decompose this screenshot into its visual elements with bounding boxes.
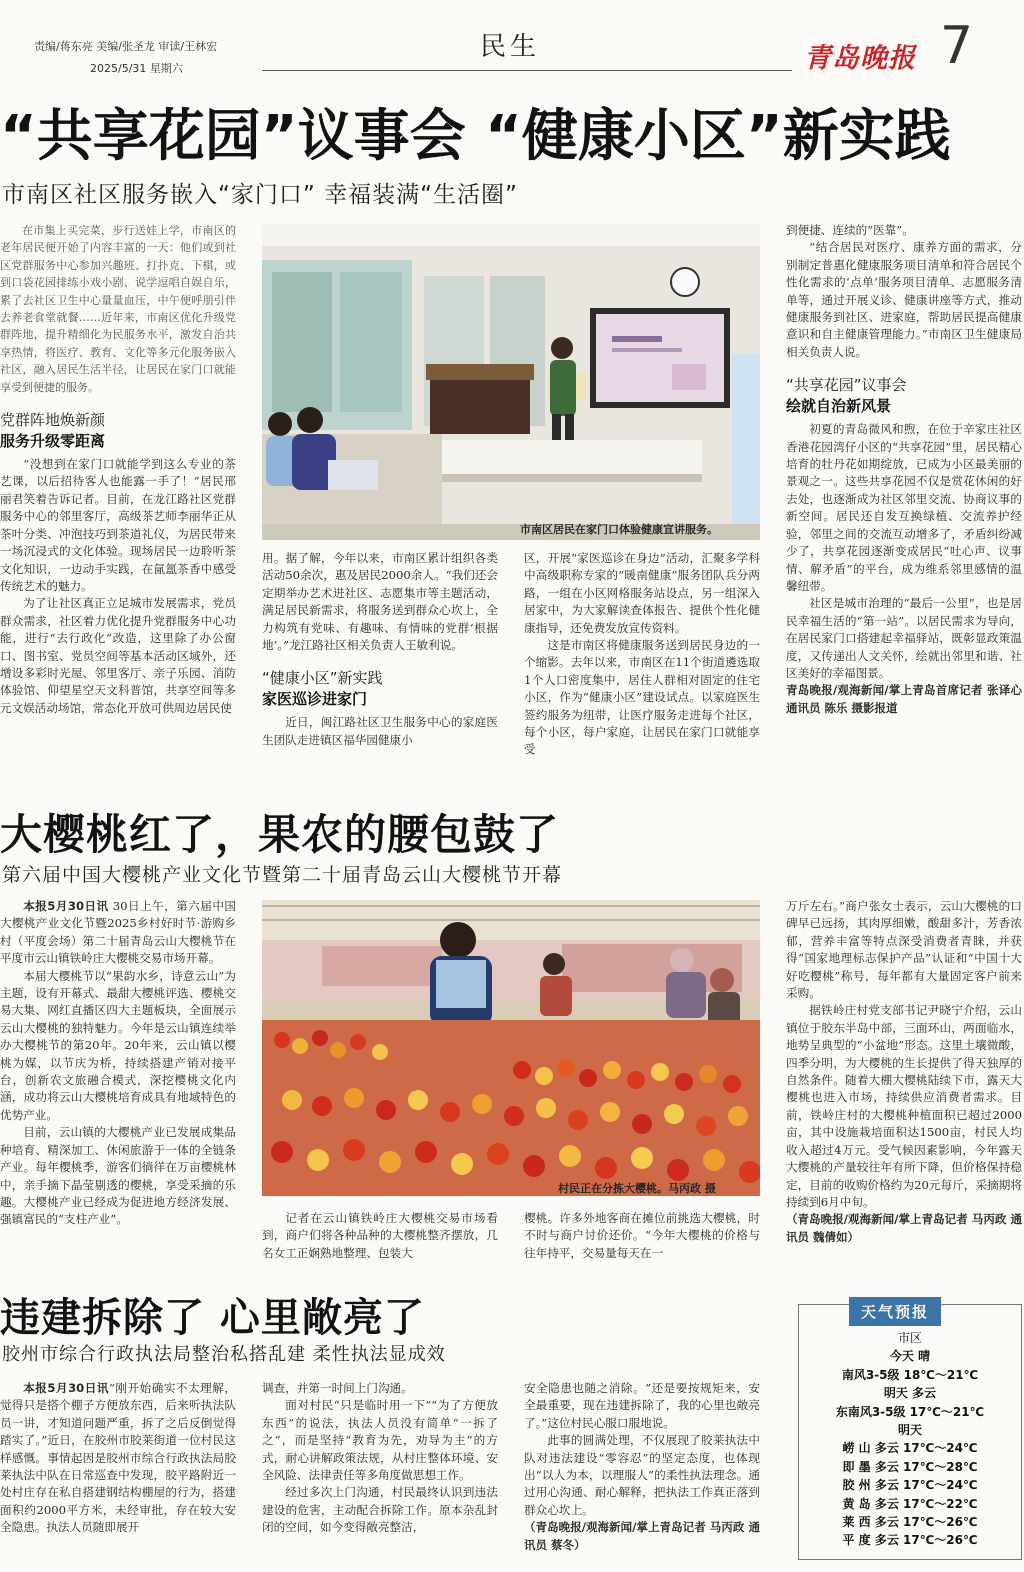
article1-col4-p4: 社区是城市治理的“最后一公里”，也是居民幸福生活的“第一站”。以居民需求为导向，在居民家门口搭建起幸福驿站，既彰显政策温度，又传递出人文关怀，绘就出邻里和谐、社区美好的幸福图景。 [786, 596, 1022, 680]
article2-col4 [786, 898, 1022, 1262]
article1-subhead-a2: 服务升级零距离 [0, 432, 106, 451]
article1-col4-p2: “结合居民对医疗、康养方面的需求，分别制定普惠化健康服务项目清单和符合居民个性化需求的‘点单’服务项目清单、志愿服务清单等，通过开展义诊、健康讲座等方式，推动健康服务到社区、进家庭，帮助居民提高健康意识和自主健康管理能力。”市南区卫生健康局相关负责人说。 [786, 240, 1022, 359]
article3-credit: （青岛晚报/观海新闻/掌上青岛记者 马丙政 通讯员 蔡冬） [524, 1520, 760, 1552]
article1-headline: “共享花园”议事会 “健康小区”新实践 [0, 104, 951, 169]
article1-subhead-c2: 绘就自治新风景 [786, 397, 892, 416]
article1-col2-p1: 用。据了解，今年以来，市南区累计组织各类活动50余次，惠及居民2000余人。“我们还会定期举办艺术进社区、志愿集市等主题活动，满足居民新需求，将服务送到群众心坎上，全力构筑有党味、有趣味、有情味的党群‘根据地’。”龙江路社区相关负责人王敏利说。 [262, 551, 498, 653]
article1-col1-p1: “没想到在家门口就能学到这么专业的茶艺课，以后招待客人也能露一手了！”居民邢丽君笑着告诉记者。目前，在龙江路社区党群服务中心的邻里客厅，高级茶艺师李丽华正从茶叶分类、冲泡技巧到茶道礼仪，为居民带来一场沉浸式的文化体验。现场居民一边聆听茶文化知识，一边动手实践，在氤氲茶香中感受传统艺术的魅力。 [0, 457, 236, 593]
page-header [0, 0, 1024, 92]
article1-intro: 在市集上买完菜，步行送娃上学，市南区的老年居民便开始了内容丰富的一天：他们或到社区党群服务中心参加兴趣班、打扑克、下棋，或到口袋花园排练小戏小剧、说学逗唱自娱自乐，累了去社区卫生中心量量血压，中午便呼朋引伴去养老食堂就餐……近年来，市南区优化升级党群阵地，提升精细化为民服务水平，激发自治共享热情，将医疗、教育、文化等多元化服务嵌入社区，融入居民生活半径，让居民在家门口就能享受到便捷的服务。 [0, 224, 236, 394]
article1-col3 [524, 550, 760, 778]
issue-date: 2025/5/31 星期六 [90, 62, 183, 75]
article1-col3-p2: 这是市南区将健康服务送到居民身边的一个缩影。去年以来，市南区在11个街道遴选取1个人口密度集中，居住人群相对固定的住宅小区，作为“健康小区”建设试点。以家庭医生签约服务为纽带，让医疗服务走进每个社区，每个小区，每户家庭，让居民在家门口就能享受 [524, 638, 760, 757]
article3-col2 [262, 1380, 498, 1566]
article2-col1 [0, 898, 236, 1262]
cherry-sorting-photo [262, 900, 760, 1196]
article1-col2 [262, 550, 498, 778]
article1-subhead-b1: “健康小区”新实践 [262, 669, 383, 688]
article2-headline: 大樱桃红了，果农的腰包鼓了 [0, 810, 560, 859]
weather-tomorrow-detail: 东南风3-5级 17℃～21℃ [835, 1404, 985, 1419]
article2-col4-p2: 据铁岭庄村党支部书记尹晓宁介绍，云山镇位于胶东半岛中部，三面环山，两面临水，地势呈典型的“小盆地”形态。这里土壤微酸，四季分明，为大樱桃的生长提供了得天独厚的自然条件。随着大棚大樱桃陆续下市，露天大樱桃也进入市场，持续供应消费者需求。目前，铁岭庄村的大樱桃种植面积已超过2000亩，其中设施栽培面积达1500亩，村民人均收入超过4万元。受气候因素影响，今年露天大樱桃的产量较往年有所下降，但价格保持稳定，目前的收购价格约为20元每斤，采摘期将持续到6月中旬。 [786, 1003, 1022, 1209]
article3-col1 [0, 1380, 236, 1566]
health-lecture-photo [262, 224, 760, 540]
article1-col1 [0, 222, 236, 778]
cherry-sorting-illustration [262, 900, 760, 1196]
weather-city-label: 市区 [897, 1331, 922, 1345]
article2-col1-p1: 30日上午，第六届中国大樱桃产业文化节暨2025乡村好时节·游购乡村（平度会场）第二十届青岛云山大樱桃节在平度市云山镇铁岭庄大樱桃交易市场开幕。 [0, 899, 236, 966]
weather-row: 平 度 多云 17℃～26℃ [842, 1533, 978, 1548]
article2-col3 [524, 1210, 760, 1262]
article1-col4-p1: 到便捷、连续的“医靠”。 [786, 223, 914, 237]
article1-subhead-b2: 家医巡诊进家门 [262, 690, 368, 709]
article3-col2-p3: 经过多次上门沟通，村民最终认识到违法建设的危害，主动配合拆除工作。原本杂乱封闭的空间，如今变得敞亮整洁， [262, 1485, 498, 1535]
header-rule [262, 70, 792, 71]
article2-col1-p3: 目前，云山镇的大樱桃产业已发展成集品种培育、精深加工、休闲旅游于一体的全链条产业。每年樱桃季，游客们徜徉在万亩樱桃林中，亲手摘下晶莹剔透的樱桃，享受采摘的乐趣。大樱桃产业已经成为促进地方经济发展、强镇富民的“支柱产业”。 [0, 1125, 236, 1227]
article3-headline: 违建拆除了 心里敞亮了 [0, 1295, 425, 1341]
article1-col1-p2: 为了让社区真正立足城市发展需求，党员群众需求，社区着力优化提升党群服务中心功能，进行“去行政化”改造，这里除了办公窗口、图书室、党员空间等基本活动区域外，还增设多彩时光屋、邻里客厅、亲子乐园、消防体验馆、仰望星空天文科普馆，共享空间等多元文娱活动场馆，常态化开放可供周边居民使 [0, 596, 236, 715]
weather-today: 今天 晴 [889, 1349, 931, 1364]
article2-col2 [262, 1210, 498, 1262]
article1-col2-p2: 近日，闽江路社区卫生服务中心的家庭医生团队走进镇区福华园健康小 [262, 715, 498, 747]
weather-title: 天气预报 [849, 1297, 941, 1326]
article3-lead-tag: 本报5月30日讯 [23, 1381, 109, 1395]
health-lecture-illustration [262, 224, 760, 540]
weather-row: 胶 州 多云 17℃～24℃ [842, 1478, 978, 1493]
weather-row: 即 墨 多云 17℃～28℃ [842, 1459, 978, 1474]
article3-col1-p1: “刚开始确实不太理解，觉得只是搭个棚子方便放东西，后来听执法队员一讲，才知道问题严重，拆了之后反倒觉得踏实了。”近日，在胶州市胶莱街道一位村民这样感慨。事情起因是胶州市综合行政执法局胶莱执法中队在日常巡查中发现，胶平路附近一处村庄存在私自搭建钢结构棚屋的行为，搭建面积约2000平方米，未经审批，存在较大安全隐患。执法人员随即展开 [0, 1381, 236, 1535]
page-number: 7 [940, 16, 974, 76]
article3-col2-p1: 调查，并第一时间上门沟通。 [262, 1381, 413, 1395]
weather-district-list [799, 1439, 1021, 1549]
article1-col4 [786, 222, 1022, 778]
article1-subhead-a1: 党群阵地焕新颜 [0, 411, 106, 430]
article2-col2-p1: 记者在云山镇铁岭庄大樱桃交易市场看到，商户们将各种品种的大樱桃整齐摆放，几名女工正娴熟地整理、包装大 [262, 1211, 498, 1260]
weather-row: 莱 西 多云 17℃～26℃ [842, 1515, 978, 1530]
article3-deck: 胶州市综合行政执法局整治私搭乱建 柔性执法显成效 [2, 1344, 446, 1365]
section-name: 民生 [480, 32, 541, 62]
article2-deck: 第六届中国大樱桃产业文化节暨第二十届青岛云山大樱桃节开幕 [2, 864, 563, 886]
article1-col3-p1: 区，开展“家医巡诊在身边”活动，汇聚多学科中高级职称专家的“暖南健康”服务团队兵分两路，一组在小区网格服务站设点，另一组深入居家中，为大家解读查体报告、提供个性化健康指导，还免费发放宣传资料。 [524, 551, 760, 635]
article1-subhead-c1: “共享花园”议事会 [786, 376, 907, 395]
article1-col4-p3: 初夏的青岛微风和煦，在位于辛家庄社区香港花园湾仔小区的“共享花园”里，居民精心培育的牡丹花如期绽放，已成为小区最美丽的景观之一。这些共享花园不仅是赏花休闲的好去处，也逐渐成为社区邻里交流、协商议事的新空间。居民还自发互换绿植、交流养护经验，邻里之间的交流互动增多了，矛盾纠纷减少了，共享花园逐渐变成居民“吐心声、议事情、解矛盾”的平台，成为维系邻里感情的温馨纽带。 [786, 422, 1022, 593]
article1-credit: 青岛晚报/观海新闻/掌上青岛首席记者 张译心 通讯员 陈乐 摄影报道 [786, 683, 1022, 715]
article2-lead-tag: 本报5月30日讯 [23, 899, 109, 913]
article1-photo-caption: 市南区居民在家门口体验健康宣讲服务。 [520, 523, 718, 536]
weather-box [798, 1304, 1022, 1560]
article2-col3-p1: 樱桃。许多外地客商在摊位前挑选大樱桃，时不时与商户讨价还价。“今年大樱桃的价格与往年持平，交易量每天在一 [524, 1211, 760, 1260]
editor-credits: 责编/蒋东亮 美编/张圣龙 审读/王林宏 [34, 40, 218, 53]
article3-col3 [524, 1380, 760, 1566]
weather-today-detail: 南风3-5级 18℃～21℃ [841, 1367, 979, 1382]
article2-col1-p2: 本届大樱桃节以“果韵水乡，诗意云山”为主题，设有开幕式、最甜大樱桃评选、樱桃交易大集、网红直播区四大主题板块，全面展示云山大樱桃的独特魅力。今年是云山镇连续举办大樱桃节的第20年。20年来，云山镇以樱桃为媒，以节庆为桥，持续搭建产销对接平台，创新农文旅融合模式，深挖樱桃文化内涵，成功将云山大樱桃培育成具有地域特色的优势产业。 [0, 968, 236, 1122]
weather-tomorrow: 明天 多云 [883, 1386, 937, 1401]
masthead-logo: 青岛晚报 [804, 43, 916, 74]
article3-col2-p2: 面对村民“只是临时用一下”“为了方便放东西”的说法，执法人员没有简单“一拆了之”，而是坚持“教育为先，劝导为主”的方式，耐心讲解政策法规，从村庄整体环境、安全风险、法律责任等多角度做思想工作。 [262, 1398, 498, 1483]
article3-col3-p1: 安全隐患也随之消除。“还是要按规矩来，安全最重要，现在违建拆除了，我的心里也敞亮了。”这位村民心服口服地说。 [524, 1381, 760, 1430]
article2-col4-p1: 万斤左右。”商户张女士表示，云山大樱桃的口碑早已远扬，其肉厚细嫩，酸甜多汁，芳香浓郁，营养丰富等特点深受消费者青睐，并获得“国家地理标志保护产品”认证和“中国十大好吃樱桃”称号，每年都有大量固定客户前来采购。 [786, 899, 1022, 1001]
article2-photo-caption: 村民正在分拣大樱桃。马丙政 摄 [558, 1182, 716, 1195]
article1-deck: 市南区社区服务嵌入“家门口” 幸福装满“生活圈” [2, 182, 518, 208]
article3-col3-p2: 此事的圆满处理，不仅展现了胶莱执法中队对违法建设“零容忍”的坚定态度，也体现出“以人为本，以理服人”的柔性执法理念。通过用心沟通、耐心解释，把执法工作真正落到群众心坎上。 [524, 1433, 760, 1517]
weather-tomorrow2: 明天 [897, 1423, 922, 1438]
article2-credit: （青岛晚报/观海新闻/掌上青岛记者 马丙政 通讯员 魏倩如） [786, 1212, 1022, 1244]
weather-row: 黄 岛 多云 17℃～22℃ [842, 1496, 978, 1511]
weather-row: 崂 山 多云 17℃～24℃ [842, 1441, 978, 1456]
